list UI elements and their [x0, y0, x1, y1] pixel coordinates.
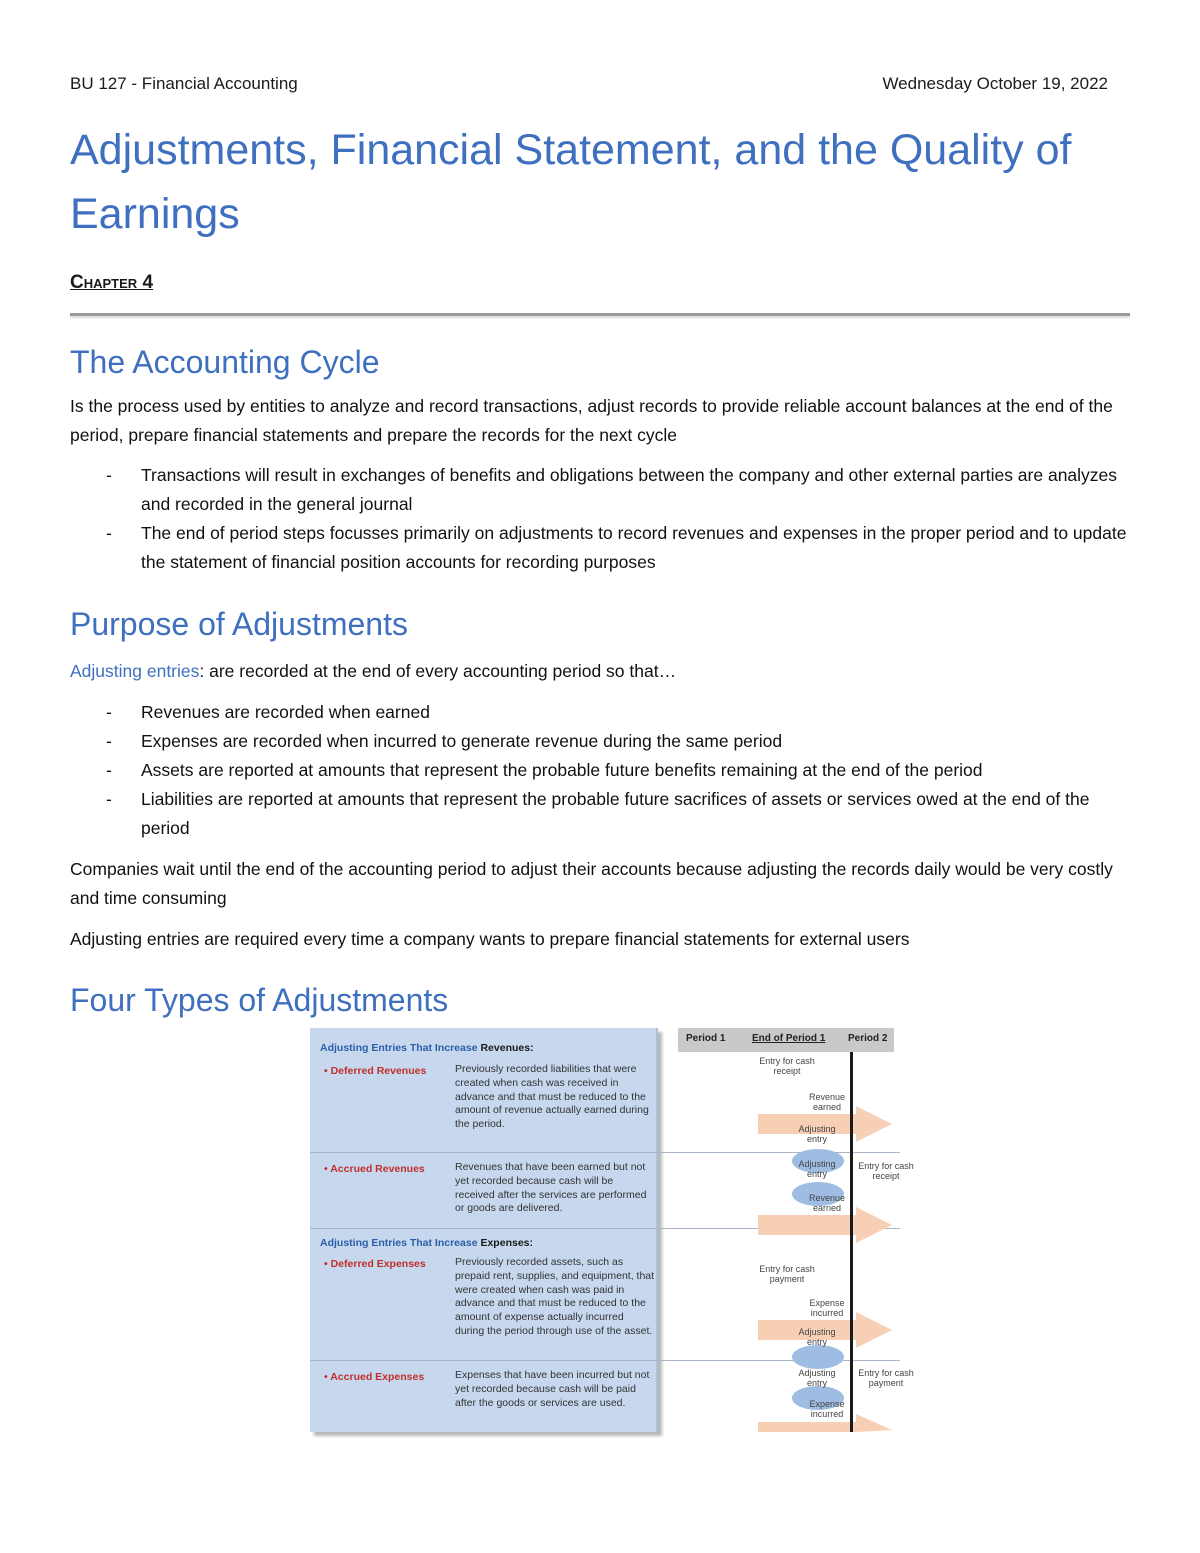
label-revenue-earned: Revenue earned [808, 1092, 846, 1112]
row-name-deferred-revenues: • Deferred Revenues [324, 1065, 427, 1077]
label-cash-payment: Entry for cash payment [858, 1368, 914, 1388]
revenues-section-heading: Adjusting Entries That Increase Revenues: [320, 1042, 534, 1054]
row-name-deferred-expenses: • Deferred Expenses [324, 1258, 426, 1270]
chapter-label: Chapter 4 [70, 272, 154, 293]
list-item: - Expenses are recorded when incurred to generate revenue during the same period [106, 731, 783, 751]
adjusting-entries-definition: Adjusting entries: are recorded at the end of every accounting period so that… [70, 661, 677, 681]
accounting-cycle-intro: Is the process used by entities to analyze and record transactions, adjust records to provide reliable account balances at the end of the period, prepare financial statements and prepare the records for the next cycle [70, 396, 1113, 445]
label-adjusting-entry: Adjusting entry [798, 1159, 836, 1179]
page-header [70, 74, 1130, 98]
heading-accounting-cycle: The Accounting Cycle [70, 344, 380, 380]
row-desc-deferred-revenues: Previously recorded liabilities that were created when cash was received in advance and that must be reduced to the amount of revenue actually earned during the period. [455, 1063, 649, 1131]
label-expense-incurred: Expense incurred [809, 1298, 845, 1318]
label-adjusting-entry: Adjusting entry [798, 1327, 836, 1347]
row-name-accrued-revenues: • Accrued Revenues [324, 1163, 425, 1175]
adjusting-entry-bubble [792, 1345, 844, 1369]
row-name-accrued-expenses: • Accrued Expenses [324, 1371, 425, 1383]
horizontal-rule [70, 313, 1130, 316]
adjusting-entries-term: Adjusting entries [70, 661, 200, 681]
header-date: Wednesday October 19, 2022 [882, 74, 1108, 93]
row-desc-accrued-expenses: Expenses that have been incurred but not yet recorded because cash will be paid after the goods or services are used. [455, 1369, 650, 1409]
label-cash-receipt: Entry for cash receipt [759, 1056, 815, 1076]
label-adjusting-entry: Adjusting entry [798, 1368, 836, 1388]
timeline-header [678, 1028, 894, 1052]
accounting-cycle-list [70, 461, 1135, 577]
label-adjusting-entry: Adjusting entry [798, 1124, 836, 1144]
list-item: - Liabilities are reported at amounts that represent the probable future sacrifices of assets or services owed at the end of the period [106, 789, 1090, 838]
period1-label: Period 1 [686, 1033, 726, 1044]
end-period1-label: End of Period 1 [752, 1033, 826, 1044]
adjustments-figure [310, 1028, 914, 1446]
document-title: Adjustments, Financial Statement, and the Quality of Earnings [70, 126, 1072, 238]
label-cash-receipt: Entry for cash receipt [858, 1161, 914, 1181]
period2-label: Period 2 [848, 1033, 888, 1044]
heading-purpose-of-adjustments: Purpose of Adjustments [70, 606, 408, 642]
heading-four-types: Four Types of Adjustments [70, 982, 449, 1018]
list-item: - Assets are reported at amounts that represent the probable future benefits remaining at the end of the period [106, 760, 983, 780]
list-item: - Revenues are recorded when earned [106, 702, 430, 722]
label-expense-incurred: Expense incurred [809, 1399, 845, 1419]
label-revenue-earned: Revenue earned [808, 1193, 846, 1213]
label-cash-payment: Entry for cash payment [759, 1264, 815, 1284]
paragraph-wait-until-end: Companies wait until the end of the accounting period to adjust their accounts because adjusting the records daily would be very costly and time consuming [70, 859, 1113, 908]
list-item: - Transactions will result in exchanges of benefits and obligations between the company and other external parties are analyzes and recorded in the general journal [106, 465, 1118, 514]
adjustments-purpose-list [70, 698, 1135, 843]
expenses-section-heading: Adjusting Entries That Increase Expenses: [320, 1237, 533, 1249]
list-item: - The end of period steps focusses primarily on adjustments to record revenues and expenses in the proper period and to update the statement of financial position accounts for recording purposes [106, 523, 1127, 572]
course-name: BU 127 - Financial Accounting [70, 74, 298, 93]
row-desc-deferred-expenses: Previously recorded assets, such as prepaid rent, supplies, and equipment, that were created when cash was paid in advance and that must be reduced to the amount of expense actually incurred during the period through use of the asset. [455, 1256, 655, 1337]
paragraph-required-every-time: Adjusting entries are required every time a company wants to prepare financial statements for external users [70, 929, 910, 949]
row-desc-accrued-revenues: Revenues that have been earned but not yet recorded because cash will be received after the services are performed or goods are delivered. [455, 1161, 647, 1215]
